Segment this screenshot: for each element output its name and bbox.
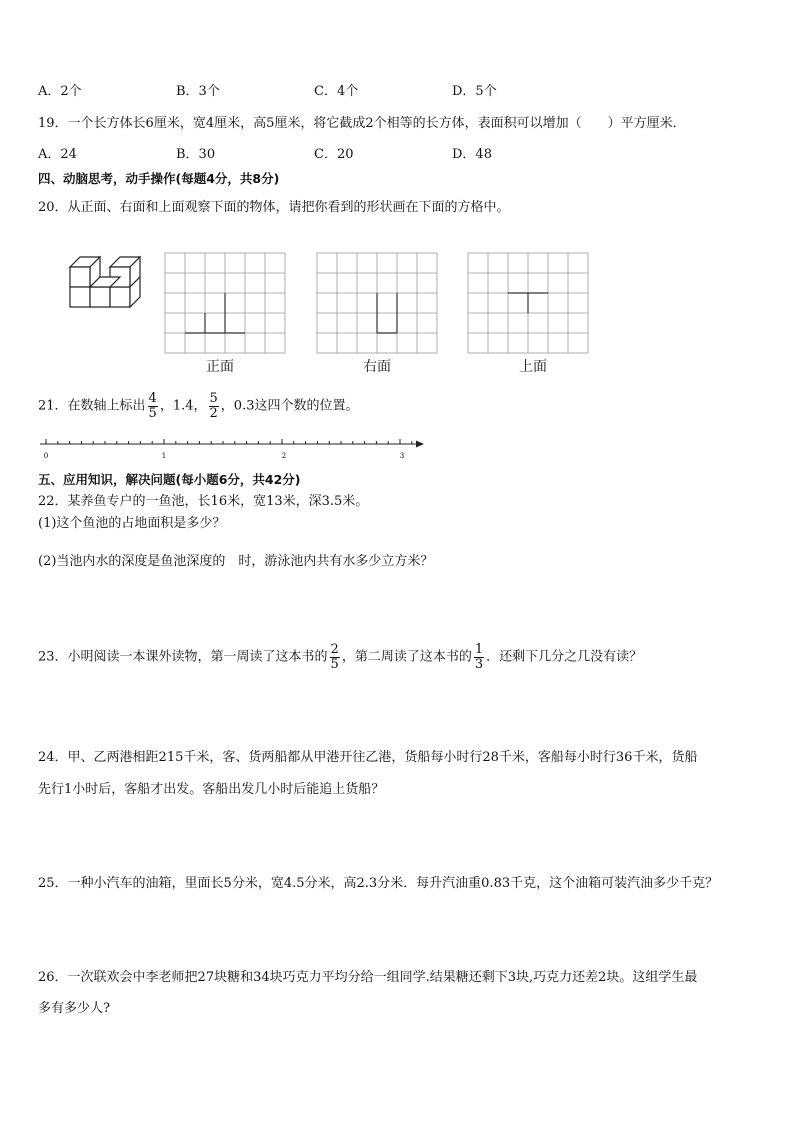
- section4-heading: 四、动脑思考，动手操作(每题4分，共8分): [38, 171, 280, 186]
- q18-option-a: A．2个: [38, 84, 82, 99]
- q21-text: [38, 392, 358, 420]
- q21-fraction-1-num: 4: [148, 391, 157, 406]
- q21-fraction-1: [148, 392, 158, 420]
- tick-label-1: 1: [161, 452, 167, 460]
- q26-line1: 26．一次联欢会中李老师把27块糖和34块巧克力平均分给一组同学.结果糖还剩下3块,巧克力还差2块。这组学生最: [38, 970, 698, 985]
- q21-suffix: ，0.3这四个数的位置。: [220, 398, 359, 414]
- q23-fraction-2-den: 3: [474, 656, 484, 672]
- top-view-label: 上面: [519, 359, 547, 375]
- q22-part2: (2)当池内水的深度是鱼池深度的 时，游泳池内共有水多少立方米？: [38, 554, 434, 569]
- q23-fraction-2: [474, 643, 484, 671]
- q23-mid: ，第二周读了这本书的: [341, 649, 472, 665]
- q26-line2: 多有多少人?: [38, 1001, 110, 1016]
- tick-label-0: 0: [43, 452, 49, 460]
- q23-fraction-1: [330, 643, 340, 671]
- q19-option-c: C．20: [314, 147, 354, 162]
- right-view-label: 右面: [363, 359, 391, 375]
- q20-text: 20．从正面、右面和上面观察下面的物体，请把你看到的形状画在下面的方格中。: [38, 200, 510, 215]
- q23-suffix: ．还剩下几分之几没有读？: [486, 649, 643, 665]
- q19-option-b: B．30: [176, 147, 216, 162]
- tick-label-3: 3: [399, 452, 405, 460]
- q21-mid: ，1.4，: [159, 398, 207, 414]
- q25-text: 25．一种小汽车的油箱，里面长5分米，宽4.5分米，高2.3分米．每升汽油重0.83千克，这个油箱可装汽油多少千克？: [38, 876, 719, 891]
- q23-fraction-1-num: 2: [330, 642, 339, 657]
- q18-option-c: C．4个: [314, 84, 359, 99]
- cube-object-illustration: [70, 257, 140, 307]
- section5-heading: 五、应用知识，解决问题(每小题6分，共42分): [38, 472, 301, 487]
- q18-option-b: B．3个: [176, 84, 220, 99]
- front-view-label: 正面: [206, 359, 234, 375]
- q23-fraction-2-num: 1: [474, 642, 484, 657]
- q24-line1: 24．甲、乙两港相距215千米，客、货两船都从甲港开往乙港，货船每小时行28千米，客船每小时行36千米，货船: [38, 750, 698, 765]
- q21-fraction-2-den: 2: [209, 405, 218, 421]
- q19-text: 19．一个长方体长6厘米，宽4厘米，高5厘米，将它截成2个相等的长方体，表面积可以增加（ ）平方厘米．: [38, 116, 686, 131]
- top-view-grid: [468, 253, 588, 353]
- number-line: [38, 436, 428, 462]
- q21-prefix: 21．在数轴上标出: [38, 398, 146, 414]
- q21-fraction-2-num: 5: [209, 391, 218, 406]
- q22-text: 22．某养鱼专户的一鱼池，长16米，宽13米，深3.5米。: [38, 494, 369, 509]
- front-view-grid: [165, 253, 285, 353]
- q21-fraction-2: [209, 392, 219, 420]
- q19-option-d: D．48: [452, 147, 492, 162]
- q23-text: [38, 643, 642, 671]
- q19-option-a: A．24: [38, 147, 77, 162]
- tick-label-2: 2: [281, 452, 287, 460]
- q22-part1: (1)这个鱼池的占地面积是多少？: [38, 516, 226, 531]
- q23-prefix: 23．小明阅读一本课外读物，第一周读了这本书的: [38, 649, 328, 665]
- right-view-grid: [317, 253, 437, 353]
- q18-option-d: D．5个: [452, 84, 497, 99]
- q24-line2: 先行1小时后，客船才出发。客船出发几小时后能追上货船？: [38, 782, 385, 797]
- q23-fraction-1-den: 5: [330, 656, 339, 672]
- q21-fraction-1-den: 5: [148, 405, 157, 421]
